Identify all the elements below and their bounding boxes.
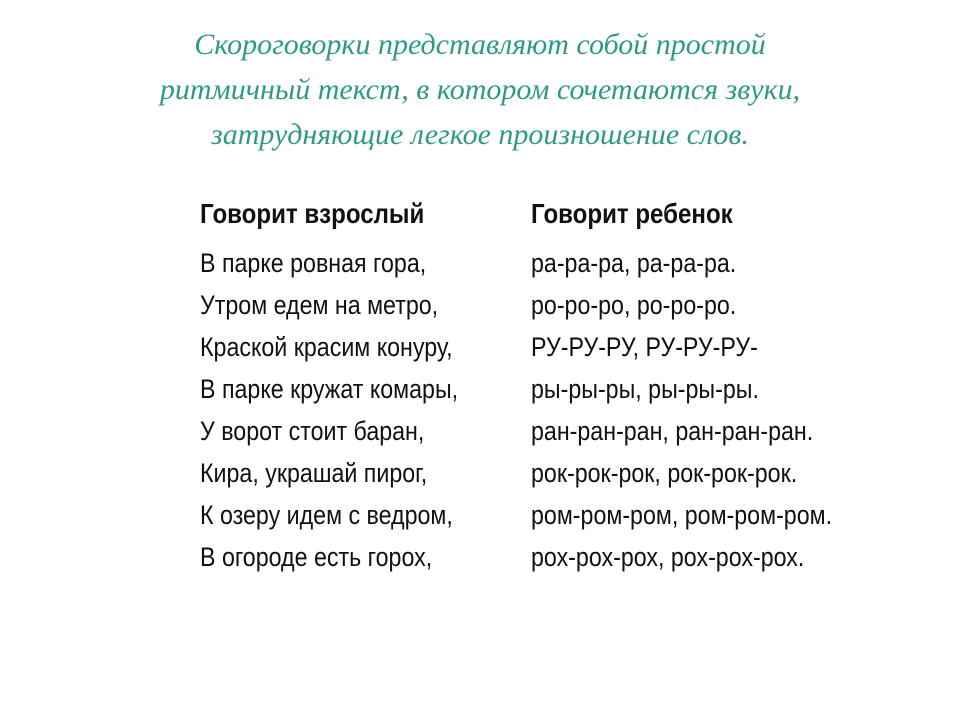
adult-line-5: У ворот стоит баран, bbox=[200, 416, 425, 446]
child-column bbox=[531, 198, 832, 578]
child-line-5: ран-ран-ран, ран-ран-ран. bbox=[531, 416, 814, 446]
adult-column-header: Говорит взрослый bbox=[200, 198, 425, 229]
intro-text bbox=[0, 22, 960, 157]
child-line-7: ром-ром-ром, ром-ром-ром. bbox=[531, 500, 833, 530]
child-line-8: рох-рох-рох, рох-рох-рох. bbox=[531, 542, 805, 572]
child-line-1: ра-ра-ра, ра-ра-ра. bbox=[531, 248, 737, 278]
adult-line-8: В огороде есть горох, bbox=[200, 542, 433, 572]
adult-column bbox=[200, 198, 458, 578]
child-line-2: ро-ро-ро, ро-ро-ро. bbox=[531, 290, 737, 320]
adult-line-3: Краской красим конуру, bbox=[200, 332, 453, 362]
child-line-4: ры-ры-ры, ры-ры-ры. bbox=[531, 374, 759, 404]
intro-line-1: Скороговорки представляют собой простой bbox=[194, 28, 766, 61]
adult-line-2: Утром едем на метро, bbox=[200, 290, 439, 320]
adult-line-4: В парке кружат комары, bbox=[200, 374, 459, 404]
adult-line-6: Кира, украшай пирог, bbox=[200, 458, 428, 488]
intro-line-2: ритмичный текст, в котором сочетаются звуки, bbox=[159, 73, 801, 106]
child-column-header: Говорит ребенок bbox=[531, 198, 733, 229]
child-line-3: РУ-РУ-РУ, РУ-РУ-РУ- bbox=[531, 332, 758, 362]
intro-line-3: затрудняющие легкое произношение слов. bbox=[211, 118, 749, 151]
child-line-6: рок-рок-рок, рок-рок-рок. bbox=[531, 458, 798, 488]
adult-line-1: В парке ровная гора, bbox=[200, 248, 427, 278]
adult-line-7: К озеру идем с ведром, bbox=[200, 500, 453, 530]
